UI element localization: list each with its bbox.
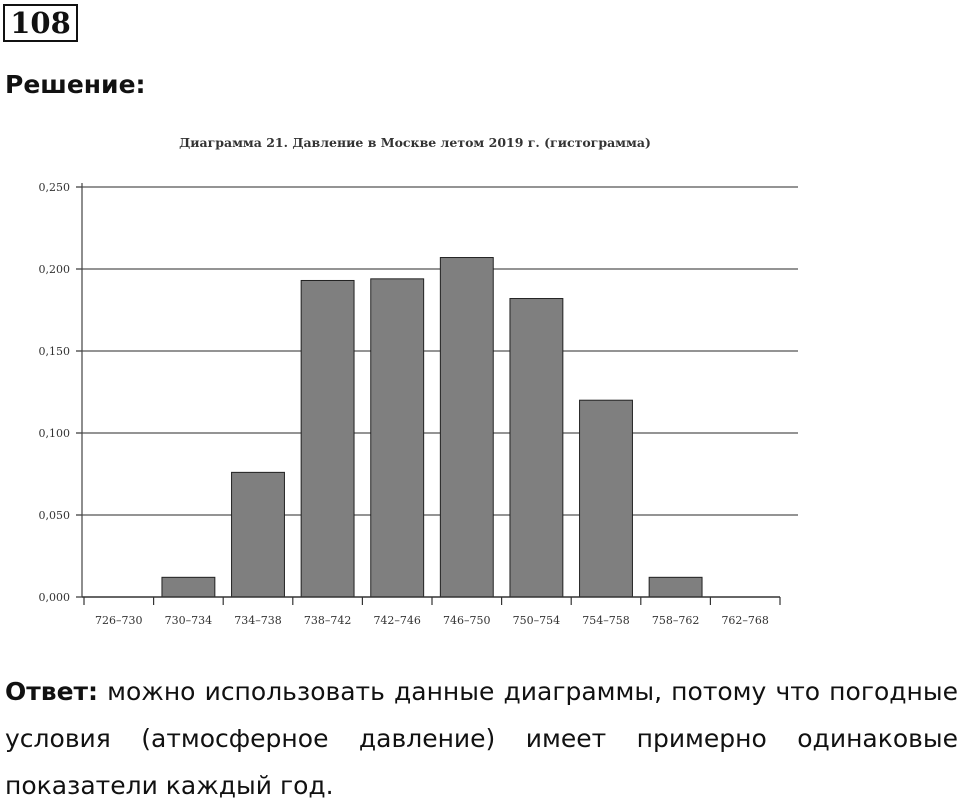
task-number: 108 bbox=[3, 4, 78, 42]
bar-750–754 bbox=[510, 299, 563, 597]
x-tick-label: 734–738 bbox=[234, 614, 282, 627]
y-tick-label: 0,200 bbox=[38, 263, 70, 276]
x-tick-label: 758–762 bbox=[651, 614, 700, 627]
x-tick-label: 742–746 bbox=[373, 614, 421, 627]
y-tick-label: 0,100 bbox=[38, 427, 70, 440]
x-tick-label: 738–742 bbox=[303, 614, 352, 627]
bar-742–746 bbox=[371, 279, 424, 597]
y-tick-label: 0,000 bbox=[38, 591, 70, 604]
x-tick-label: 726–730 bbox=[95, 614, 143, 627]
y-tick-label: 0,050 bbox=[38, 509, 70, 522]
answer-text: можно использовать данные диаграммы, потому что погодные условия (атмосферное давление) имеет примерно одинаковые показатели каждый год. bbox=[5, 677, 959, 800]
answer-paragraph bbox=[5, 668, 958, 809]
bar-758–762 bbox=[649, 577, 702, 597]
x-tick-label: 746–750 bbox=[443, 614, 491, 627]
x-tick-label: 750–754 bbox=[512, 614, 561, 627]
solution-heading: Решение: bbox=[5, 70, 146, 99]
bar-734–738 bbox=[232, 472, 285, 597]
bar-730–734 bbox=[162, 577, 215, 597]
bar-738–742 bbox=[301, 280, 354, 597]
x-tick-label: 730–734 bbox=[164, 614, 213, 627]
y-tick-label: 0,150 bbox=[38, 345, 70, 358]
chart-title: Диаграмма 21. Давление в Москве летом 2019 г. (гистограмма) bbox=[179, 135, 651, 150]
x-tick-label: 754–758 bbox=[582, 614, 630, 627]
bar-746–750 bbox=[440, 258, 493, 597]
x-tick-label: 762–768 bbox=[721, 614, 769, 627]
histogram-chart bbox=[0, 122, 870, 642]
chart-svg bbox=[0, 122, 870, 642]
y-tick-label: 0,250 bbox=[38, 181, 70, 194]
bar-754–758 bbox=[580, 400, 633, 597]
answer-label: Ответ: bbox=[5, 677, 99, 706]
